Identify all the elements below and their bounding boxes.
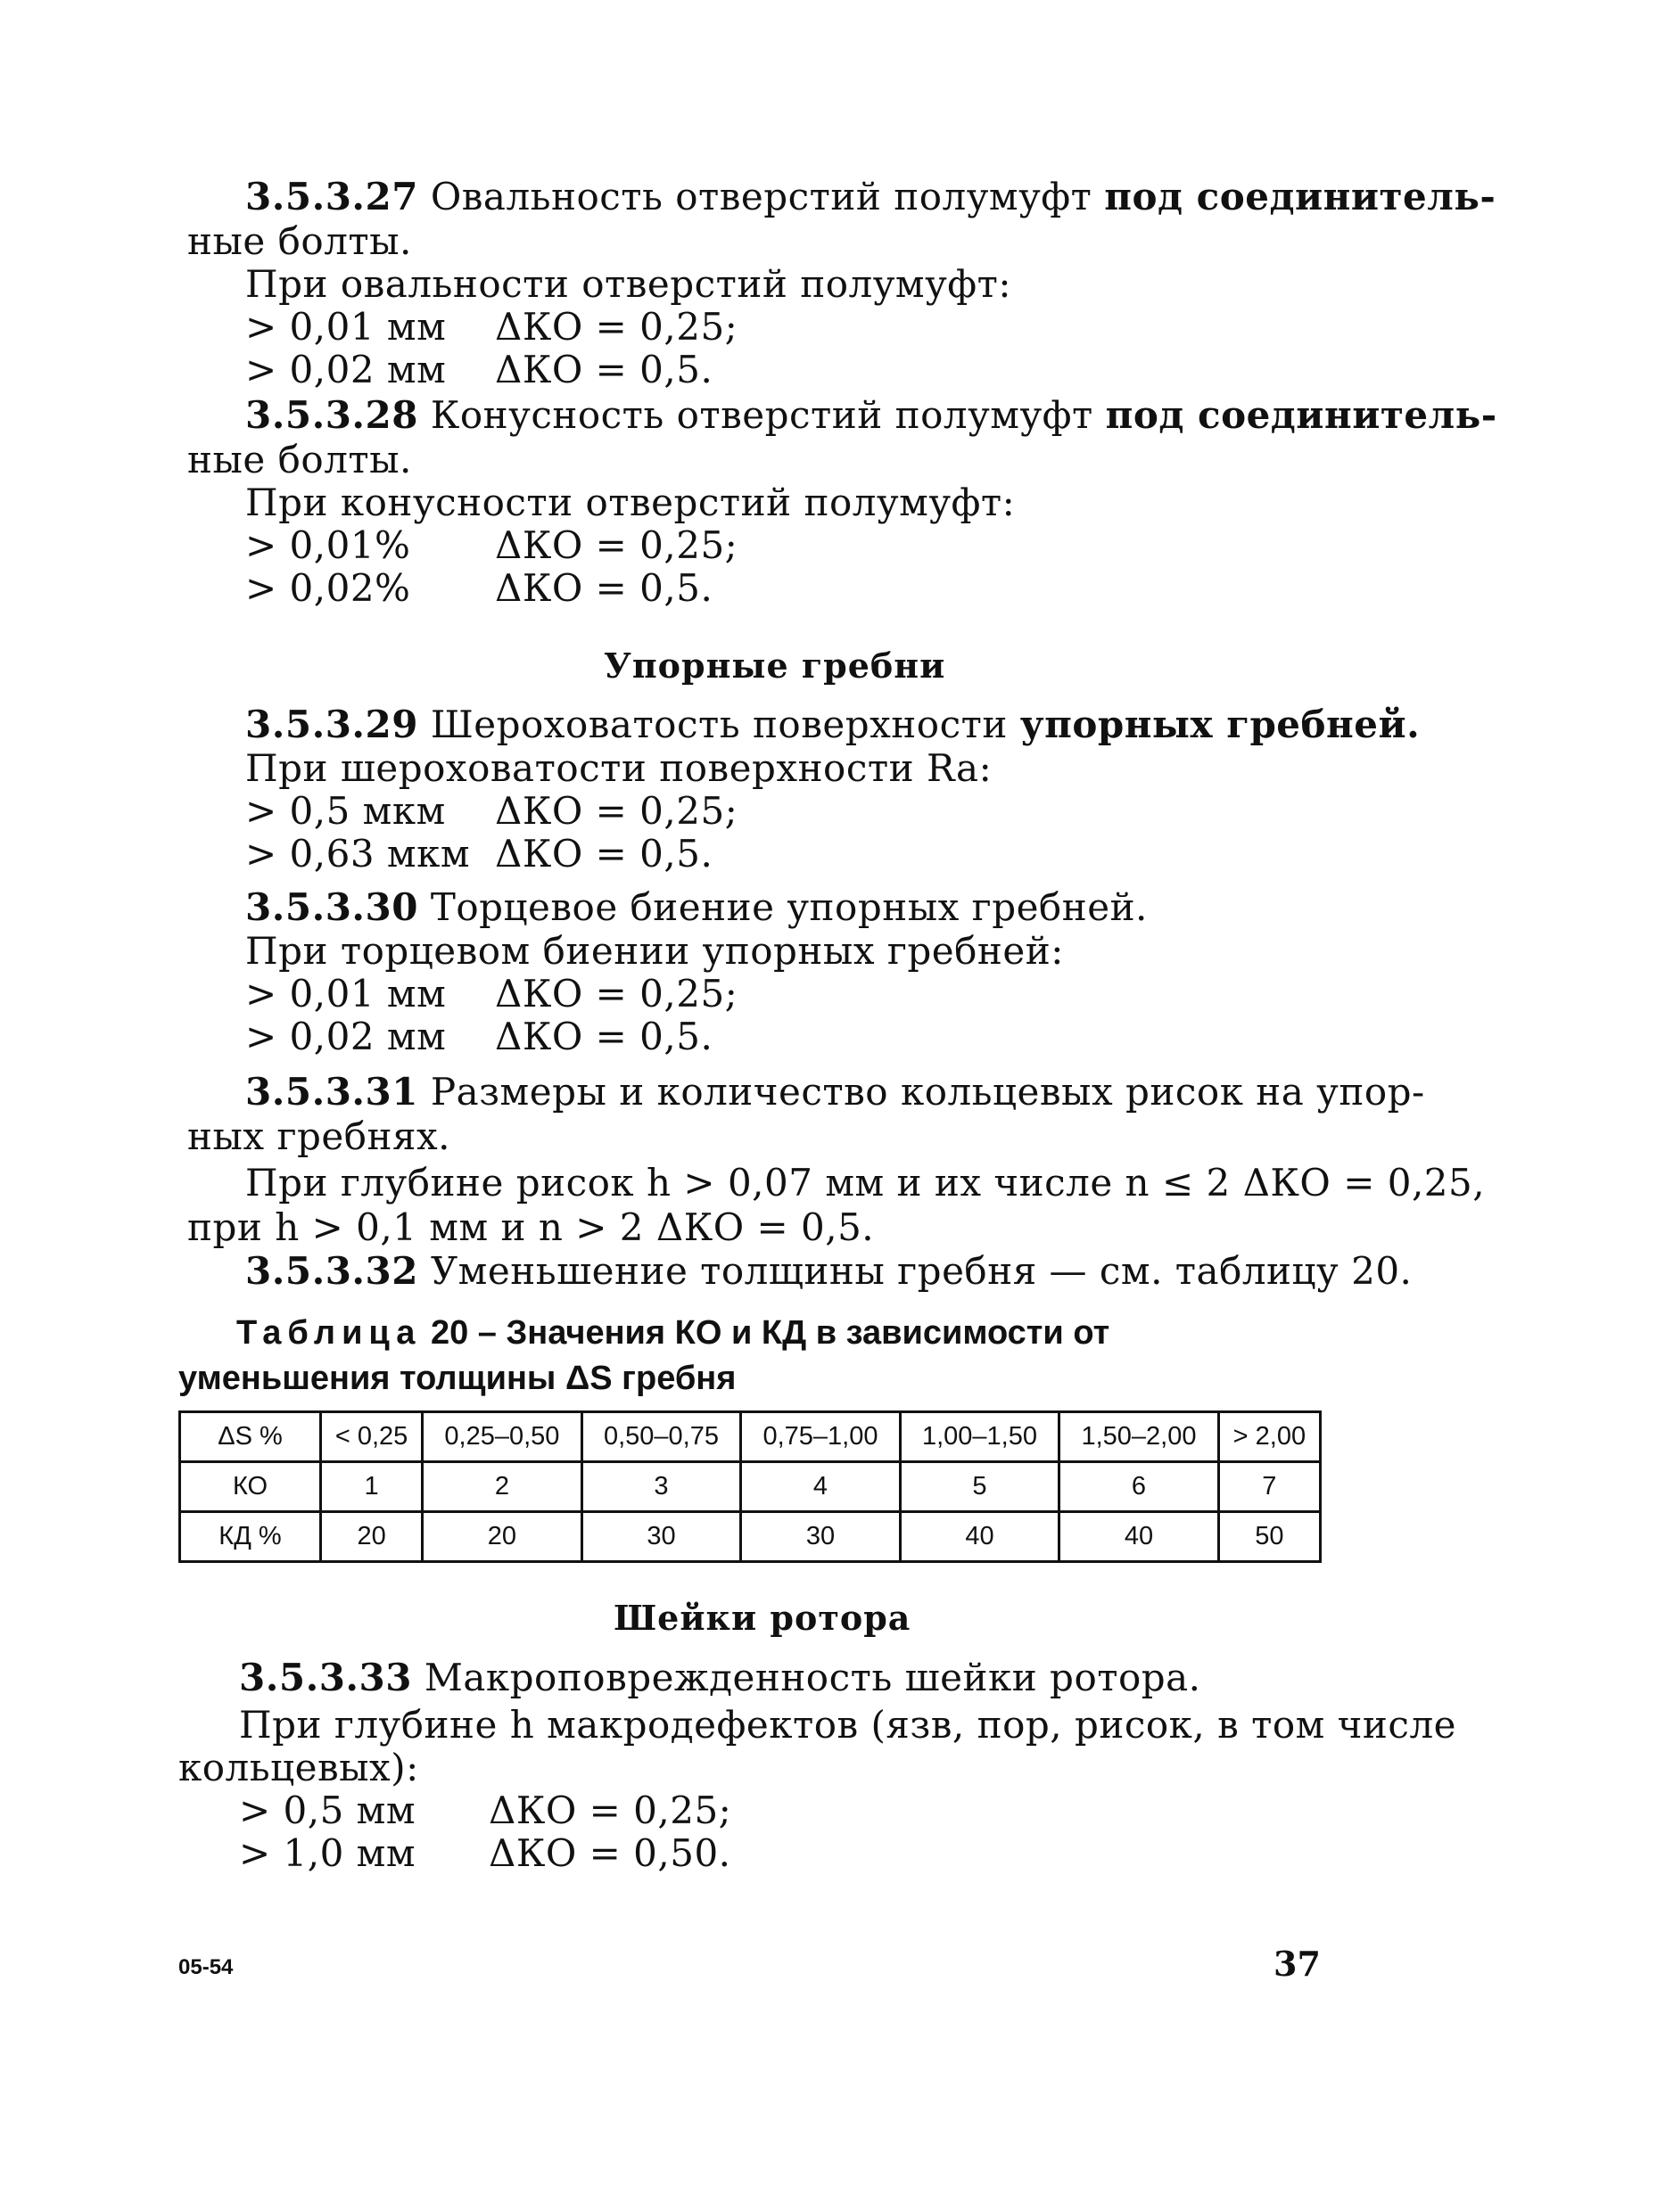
clause-number: 3.5.3.30	[245, 885, 418, 929]
condition-row	[245, 1015, 713, 1059]
table-cell: 40	[1059, 1512, 1219, 1562]
section-heading-upornye-grebni: Упорные гребни	[604, 646, 946, 686]
table-cell: > 2,00	[1218, 1412, 1320, 1462]
clause-continuation: ные болты.	[187, 219, 412, 263]
delta-ko: ΔКО = 0,25;	[495, 305, 738, 349]
clause-continuation: ных гребнях.	[187, 1114, 451, 1158]
clause-body: при h > 0,1 мм и n > 2 ΔКО = 0,5.	[187, 1205, 875, 1249]
table-cell: 1	[321, 1462, 423, 1512]
paragraph-3-5-3-28	[245, 393, 1497, 438]
paragraph-3-5-3-32	[245, 1249, 1412, 1294]
table-cell: 40	[900, 1512, 1059, 1562]
condition-row	[245, 972, 738, 1016]
condition-row	[239, 1789, 732, 1833]
clause-continuation: ные болты.	[187, 438, 412, 481]
table-cell: 50	[1218, 1512, 1320, 1562]
condition: > 0,02 мм	[245, 348, 447, 391]
condition-row	[245, 305, 738, 349]
clause-body: При глубине рисок h > 0,07 мм и их числе n ≤ 2 ΔКО = 0,25,	[245, 1161, 1486, 1205]
table-caption	[236, 1314, 1109, 1353]
condition: > 0,01 мм	[245, 972, 447, 1016]
clause-number: 3.5.3.32	[245, 1249, 418, 1293]
table-cell: ΔS %	[180, 1412, 321, 1462]
clause-text: Торцевое биение упорных гребней.	[417, 885, 1148, 929]
condition-row	[245, 523, 738, 568]
table-cell: 20	[321, 1512, 423, 1562]
clause-intro: При глубине h макродефектов (язв, пор, рисок, в том числе	[239, 1703, 1456, 1747]
table-cell: 0,50–0,75	[581, 1412, 741, 1462]
clause-text: Шероховатость поверхности	[417, 703, 1020, 746]
table-20	[178, 1410, 1322, 1563]
condition-row	[245, 832, 713, 876]
clause-text: Конусность отверстий полумуфт	[417, 393, 1106, 437]
table-row	[180, 1462, 1321, 1512]
paragraph-3-5-3-30	[245, 885, 1148, 930]
clause-number: 3.5.3.27	[245, 175, 418, 218]
condition-row	[245, 566, 713, 611]
table-cell: 30	[581, 1512, 741, 1562]
table-cell: 2	[423, 1462, 582, 1512]
clause-text-bold: упорных гребней.	[1019, 703, 1421, 746]
paragraph-3-5-3-31	[245, 1070, 1425, 1114]
table-cell: КО	[180, 1462, 321, 1512]
condition-row	[239, 1831, 731, 1876]
table-cell: 1,00–1,50	[900, 1412, 1059, 1462]
condition: > 0,5 мкм	[245, 789, 446, 833]
delta-ko: ΔКО = 0,25;	[489, 1789, 732, 1832]
table-caption-line-2: уменьшения толщины ΔS гребня	[178, 1360, 737, 1397]
table-cell: 0,25–0,50	[423, 1412, 582, 1462]
delta-ko: ΔКО = 0,5.	[495, 348, 713, 391]
condition-row	[245, 789, 738, 834]
delta-ko: ΔКО = 0,25;	[495, 789, 738, 833]
table-row	[180, 1412, 1321, 1462]
condition: > 0,02%	[245, 566, 411, 610]
delta-ko: ΔКО = 0,5.	[495, 1015, 713, 1058]
table-cell: 4	[741, 1462, 901, 1512]
table-cell: < 0,25	[321, 1412, 423, 1462]
table-cell: 6	[1059, 1462, 1219, 1512]
clause-text: Овальность отверстий полумуфт	[417, 175, 1105, 218]
condition: > 0,01 мм	[245, 305, 447, 349]
paragraph-3-5-3-33	[239, 1656, 1201, 1700]
clause-intro: При овальности отверстий полумуфт:	[245, 262, 1012, 306]
delta-ko: ΔКО = 0,5.	[495, 566, 713, 610]
condition: > 1,0 мм	[239, 1831, 416, 1875]
condition: > 0,5 мм	[239, 1789, 416, 1832]
table-caption-word: Таблица	[236, 1314, 422, 1352]
paragraph-3-5-3-29	[245, 703, 1420, 747]
clause-text: Уменьшение толщины гребня — см. таблицу 20.	[417, 1249, 1413, 1293]
table-cell: 1,50–2,00	[1059, 1412, 1219, 1462]
clause-intro: При шероховатости поверхности Ra:	[245, 746, 993, 790]
clause-intro: При конусности отверстий полумуфт:	[245, 481, 1016, 524]
delta-ko: ΔКО = 0,25;	[495, 972, 738, 1016]
clause-text-bold: под соединитель-	[1105, 393, 1497, 437]
table-cell: 30	[741, 1512, 901, 1562]
page-number: 37	[1273, 1944, 1321, 1984]
clause-number: 3.5.3.29	[245, 703, 418, 746]
table-caption-text: 20 – Значения КО и КД в зависимости от	[421, 1314, 1110, 1352]
table-cell: 0,75–1,00	[741, 1412, 901, 1462]
table-cell: 5	[900, 1462, 1059, 1512]
delta-ko: ΔКО = 0,5.	[495, 832, 713, 876]
delta-ko: ΔКО = 0,25;	[495, 523, 738, 567]
section-heading-sheiki-rotora: Шейки ротора	[614, 1598, 911, 1638]
table-row	[180, 1512, 1321, 1562]
table-cell: 7	[1218, 1462, 1320, 1512]
clause-continuation: кольцевых):	[178, 1746, 419, 1789]
clause-number: 3.5.3.33	[239, 1656, 412, 1699]
delta-ko: ΔКО = 0,50.	[489, 1831, 731, 1875]
clause-text: Макроповрежденность шейки ротора.	[411, 1656, 1201, 1699]
condition: > 0,02 мм	[245, 1015, 447, 1058]
condition-row	[245, 348, 713, 392]
clause-intro: При торцевом биении упорных гребней:	[245, 929, 1064, 973]
clause-number: 3.5.3.28	[245, 393, 418, 437]
document-code: 05-54	[178, 1955, 234, 1979]
table-cell: КД %	[180, 1512, 321, 1562]
clause-text: Размеры и количество кольцевых рисок на упор-	[417, 1070, 1425, 1114]
table-cell: 3	[581, 1462, 741, 1512]
table-cell: 20	[423, 1512, 582, 1562]
paragraph-3-5-3-27	[245, 175, 1496, 219]
condition: > 0,01%	[245, 523, 411, 567]
clause-number: 3.5.3.31	[245, 1070, 418, 1114]
clause-text-bold: под соединитель-	[1104, 175, 1496, 218]
condition: > 0,63 мкм	[245, 832, 470, 876]
